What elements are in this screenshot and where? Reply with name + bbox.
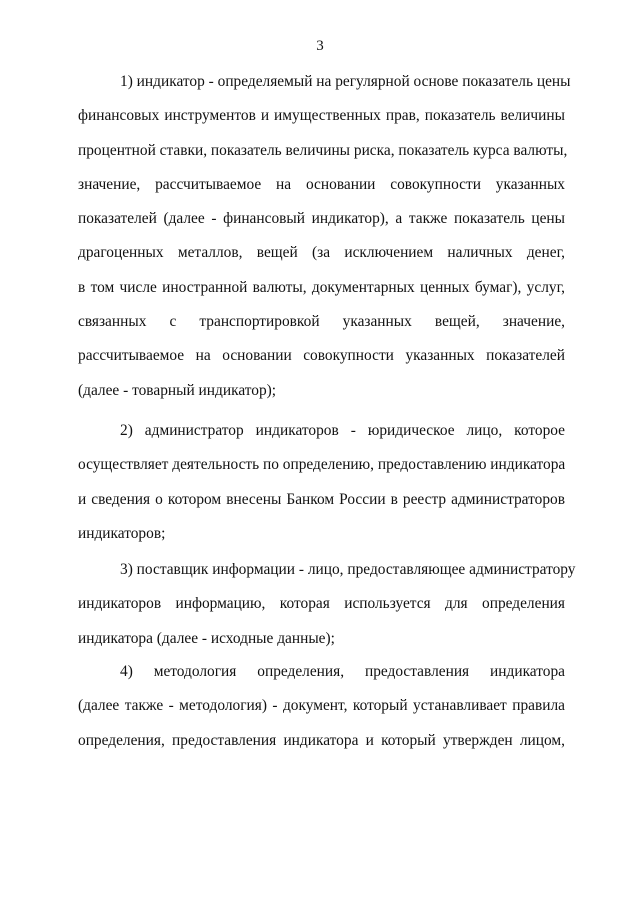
text-line: 2) администратор индикаторов - юридическое лицо, которое (120, 422, 565, 439)
paragraph-supplier-definition (78, 553, 576, 656)
text-line: и сведения о котором внесены Банком России в реестр администраторов (78, 490, 565, 508)
text-line: определения, предоставления индикатора и который утвержден лицом, (78, 731, 565, 749)
text-line: процентной ставки, показатель величины риска, показатель курса валюты, (78, 141, 568, 159)
text-line: 1) индикатор - определяемый на регулярной основе показатель цены (120, 73, 571, 90)
text-line: осуществляет деятельность по определению, предоставлению индикатора (78, 456, 566, 474)
text-line: рассчитываемое на основании совокупности указанных показателей (78, 347, 565, 365)
text-line: индикаторов; (78, 524, 166, 542)
paragraph-indicator-definition (78, 65, 571, 408)
text-line: финансовых инструментов и имущественных прав, показатель величины (78, 107, 565, 125)
text-line: связанных с транспортировкой указанных вещей, значение, (78, 313, 565, 331)
paragraph-administrator-definition (78, 414, 565, 551)
text-line: 3) поставщик информации - лицо, предоставляющее администратору (120, 561, 576, 578)
text-line: (далее также - методология) - документ, который устанавливает правила (78, 697, 565, 715)
text-line: 4) методология определения, предоставления индикатора (120, 663, 565, 680)
text-line: показателей (далее - финансовый индикатор), а также показатель цены (78, 210, 565, 228)
page-number: 3 (316, 38, 324, 54)
text-line: драгоценных металлов, вещей (за исключением наличных денег, (78, 244, 565, 262)
text-line: в том числе иностранной валюты, документарных ценных бумаг), услуг, (78, 278, 565, 296)
text-line: индикатора (далее - исходные данные); (78, 629, 335, 647)
text-line: индикаторов информацию, которая используется для определения (78, 595, 565, 613)
text-line: (далее - товарный индикатор); (78, 381, 277, 399)
text-line: значение, рассчитываемое на основании совокупности указанных (78, 175, 565, 193)
paragraph-methodology-definition (78, 655, 565, 758)
